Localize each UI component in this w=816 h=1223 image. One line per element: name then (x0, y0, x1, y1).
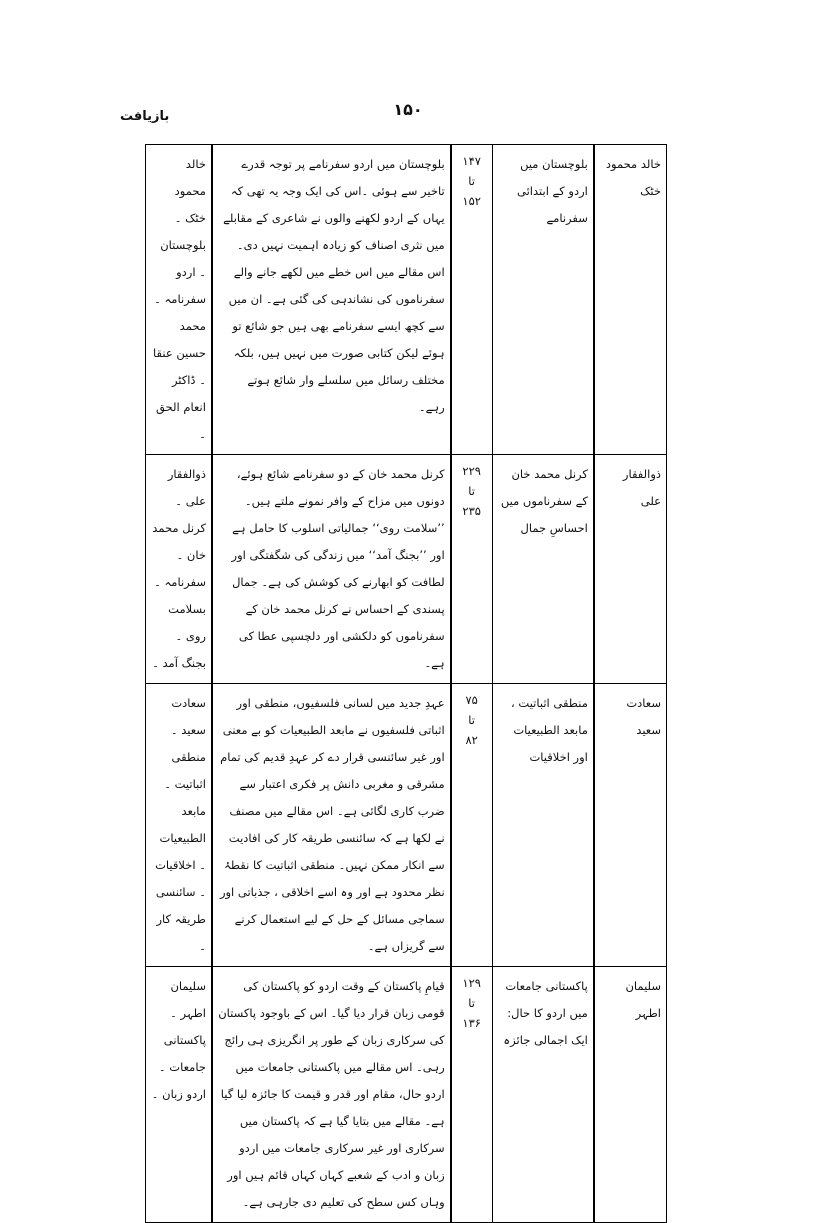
page-range-cell (451, 455, 493, 684)
keywords-cell: خالد محمود خٹک ۔ بلوچستان ۔ اردو سفرنامہ ۔ محمد حسین عنقا ۔ ڈاکٹر انعام الحق ۔ (146, 145, 212, 455)
summary-cell: کرنل محمد خان کے دو سفرنامے شائع ہوئے، دونوں میں مزاح کے وافر نمونے ملتے ہیں۔ ’’سلامت روی‘‘ جمالیاتی اسلوب کا حامل ہے اور ’’بجنگ آمد‘‘ میں زندگی کی شگفتگی اور لطافت کو ابھارنے کی کوشش کی ہے۔ جمال پسندی کے احساس نے کرنل محمد خان کے سفرناموں کو دلکشی اور دلچسپی عطا کی ہے۔ (212, 455, 451, 684)
author-cell: خالد محمود خٹک (594, 145, 667, 455)
table-row (146, 967, 667, 1223)
page-end: ۲۳۵ (462, 504, 481, 518)
page-number: ۱۵۰ (393, 100, 423, 119)
page-range-separator: تا (468, 484, 476, 498)
article-index-table (145, 144, 667, 1223)
page-start: ۱۴۷ (462, 154, 481, 168)
page-start: ۱۲۹ (462, 976, 481, 990)
page-end: ۱۳۶ (462, 1016, 481, 1030)
page-range-cell (451, 967, 493, 1223)
keywords-cell: سعادت سعید ۔ منطقی اثباتیت ۔ مابعد الطبیعیات ۔ اخلاقیات ۔ سائنسی طریقہ کار ۔ (146, 684, 212, 967)
summary-cell: قیامِ پاکستان کے وقت اردو کو پاکستان کی قومی زبان قرار دیا گیا۔ اس کے باوجود پاکستان کی سرکاری زبان کے طور پر انگریزی ہی رائج رہی۔ اس مقالے میں پاکستانی جامعات میں اردو حال، مقام اور قدر و قیمت کا جائزہ لیا گیا ہے۔ مقالے میں بتایا گیا ہے کہ پاکستان میں سرکاری اور غیر سرکاری جامعات میں اردو زبان و ادب کے شعبے کہاں کہاں قائم ہیں اور وہاں کس سطح کی تعلیم دی جارہی ہے۔ (212, 967, 451, 1223)
article-title-cell: بلوچستان میں اردو کے ابتدائی سفرنامے (492, 145, 594, 455)
author-cell: سعادت سعید (594, 684, 667, 967)
article-title-cell: منطقی اثباتیت ، مابعد الطبیعیات اور اخلاقیات (492, 684, 594, 967)
article-title-cell: پاکستانی جامعات میں اردو کا حال: ایک اجمالی جائزہ (492, 967, 594, 1223)
summary-cell: بلوچستان میں اردو سفرنامے پر توجہ قدرے تاخیر سے ہوئی ۔اس کی ایک وجہ یہ تھی کہ یہاں کے اردو لکھنے والوں نے شاعری کے مقابلے میں نثری اصناف کو زیادہ اہمیت نہیں دی۔ اس مقالے میں اس خطے میں لکھے جانے والے سفرناموں کی نشاندہی کی گئی ہے۔ ان میں سے کچھ ایسے سفرنامے بھی ہیں جو شائع تو ہوئے لیکن کتابی صورت میں نہیں ہیں، بلکہ مختلف رسائل میں سلسلے وار شائع ہوتے رہے۔ (212, 145, 451, 455)
article-title-cell: کرنل محمد خان کے سفرناموں میں احساسِ جمال (492, 455, 594, 684)
page-end: ۱۵۲ (462, 194, 481, 208)
summary-cell: عہدِ جدید میں لسانی فلسفیوں، منطقی اور اثباتی فلسفیوں نے مابعد الطبیعیات کو بے معنی اور غیر سائنسی قرار دے کر عہدِ قدیم کی تمام مشرقی و مغربی دانش پر فکری اعتبار سے ضرب کاری لگائی ہے۔ اس مقالے میں مصنف نے لکھا ہے کہ سائنسی طریقہ کار کی افادیت سے انکار ممکن نہیں۔ منطقی اثباتیت کا نقطۂ نظر محدود ہے اور وہ اسے اخلاقی ، جذباتی اور سماجی مسائل کے حل کے لیے استعمال کرنے سے گریزاں ہے۔ (212, 684, 451, 967)
journal-section-label: بازیافت (120, 109, 170, 124)
page-end: ۸۲ (465, 733, 478, 747)
page-range-cell (451, 145, 493, 455)
page-start: ۷۵ (465, 693, 478, 707)
keywords-cell: ذوالفقار علی ۔ کرنل محمد خان ۔ سفرنامہ ۔ بسلامت روی ۔ بجنگ آمد ۔ (146, 455, 212, 684)
page-start: ۲۲۹ (462, 464, 481, 478)
page-range-separator: تا (468, 713, 476, 727)
page-range-cell (451, 684, 493, 967)
table-row (146, 145, 667, 455)
page-range-separator: تا (468, 996, 476, 1010)
table-row (146, 455, 667, 684)
author-cell: سلیمان اطہر (594, 967, 667, 1223)
keywords-cell: سلیمان اطہر ۔ پاکستانی جامعات ۔ اردو زبان ۔ (146, 967, 212, 1223)
author-cell: ذوالفقار علی (594, 455, 667, 684)
page-range-separator: تا (468, 174, 476, 188)
table-row (146, 684, 667, 967)
